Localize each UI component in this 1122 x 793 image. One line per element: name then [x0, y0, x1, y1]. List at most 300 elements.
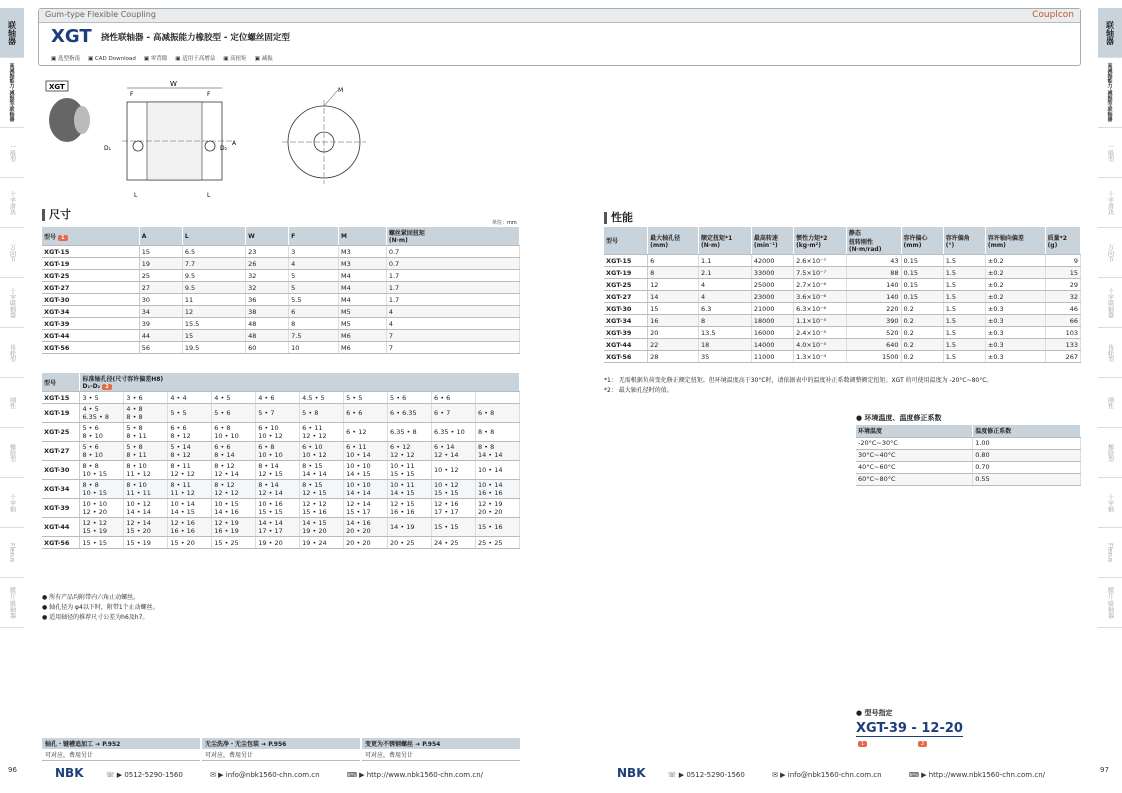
svg-text:M: M: [338, 87, 344, 94]
side-tab: Flexus: [0, 528, 24, 578]
cell: M3: [338, 258, 386, 270]
side-tab: 齿轮型: [1098, 328, 1122, 378]
svg-text:D₂: D₂: [220, 145, 228, 152]
cell: 36: [246, 294, 289, 306]
perf-header: 最大轴孔径 (mm): [648, 227, 699, 255]
side-tab: 膜片·联轴器: [1098, 578, 1122, 628]
side-tab: 十字轴: [1098, 478, 1122, 528]
cell: ±0.3: [985, 327, 1045, 339]
cell: 1.1: [699, 255, 752, 267]
cell: XGT-15: [42, 246, 139, 258]
cell: 6 • 14 12 • 14: [432, 442, 476, 461]
dim-header: M: [338, 227, 386, 246]
cell: 14 • 16 20 • 20: [344, 518, 388, 537]
table-row: [42, 537, 520, 549]
cell: 3.6×10⁻⁶: [794, 291, 847, 303]
cell: 0.7: [386, 258, 519, 270]
note: ● 轴孔径为 φ4以下时，附带1个止动螺丝。: [42, 604, 159, 611]
table-row: [604, 327, 1081, 339]
cell: 0.15: [901, 279, 943, 291]
cell: 12 • 16 16 • 16: [168, 518, 212, 537]
cell: 6 • 11 12 • 12: [300, 423, 344, 442]
web-icon: ⌨ ▶: [346, 771, 367, 779]
cell: XGT-25: [604, 279, 648, 291]
cell: 34: [139, 306, 182, 318]
table-row: [604, 315, 1081, 327]
option-title: 无尘洗净・无尘包装 ➜ P.956: [202, 738, 360, 749]
cell: 3 • 5: [80, 392, 124, 404]
dim-W: W: [170, 80, 177, 88]
cell: M4: [338, 270, 386, 282]
cell: 12: [182, 306, 245, 318]
option-sub: 可对应，费用另计: [202, 749, 360, 761]
cell: 46: [1045, 303, 1080, 315]
cell: 5.5: [289, 294, 339, 306]
cell: 15: [648, 303, 699, 315]
footer-logo-right: NBK: [617, 766, 646, 780]
cell: 60°C~80°C: [856, 473, 973, 485]
cell: 10 • 12 15 • 15: [432, 480, 476, 499]
phone-icon-right: ☏ ▶: [667, 771, 687, 779]
cell: 15 • 20: [168, 537, 212, 549]
side-tab: 刚性: [1098, 378, 1122, 428]
phone-icon: ☏ ▶: [105, 771, 125, 779]
cell: 5 • 6 8 • 10: [80, 423, 124, 442]
cell: 14000: [751, 339, 793, 351]
cell: 28: [648, 351, 699, 363]
table-row: [856, 473, 1081, 485]
cell: 15: [182, 330, 245, 342]
cell: M5: [338, 318, 386, 330]
cell: XGT-15: [42, 392, 80, 404]
cell: 4: [699, 291, 752, 303]
cell: 2.7×10⁻⁶: [794, 279, 847, 291]
svg-text:A: A: [232, 140, 237, 147]
feature-icon: ▣ 高扭矩: [223, 56, 247, 62]
cell: XGT-30: [42, 461, 80, 480]
dim-header: A: [139, 227, 182, 246]
option-title: 轴孔・键槽追加工 ➜ P.952: [42, 738, 200, 749]
cell: 25000: [751, 279, 793, 291]
cell: 14 • 19: [388, 518, 432, 537]
cell: 2.4×10⁻⁵: [794, 327, 847, 339]
cell: 21000: [751, 303, 793, 315]
feature-icon: ▣ 选型指南: [51, 56, 80, 62]
option-sub: 可对应，费用另计: [42, 749, 200, 761]
cell: ±0.2: [985, 279, 1045, 291]
cell: 2.1: [699, 267, 752, 279]
footer-web[interactable]: http://www.nbk1560-chn.com.cn/: [366, 771, 483, 779]
cell: 44: [139, 330, 182, 342]
side-tab: 齿轮型: [0, 328, 24, 378]
cell: 6.5: [182, 246, 245, 258]
option-box: [42, 738, 200, 761]
cell: 8 • 8: [475, 423, 519, 442]
perf-header: 额定扭矩*1 (N·m): [699, 227, 752, 255]
cell: XGT-34: [42, 480, 80, 499]
cell: 4: [386, 318, 519, 330]
side-tab: 联轴器: [0, 8, 24, 58]
table-row: [604, 303, 1081, 315]
cell: 8 • 14 12 • 14: [256, 480, 300, 499]
table-row: [42, 330, 520, 342]
cell: M5: [338, 306, 386, 318]
cell: 15 • 15: [432, 518, 476, 537]
cell: 48: [246, 318, 289, 330]
cell: XGT-27: [604, 291, 648, 303]
feature-icon: ▣ CAD Download: [87, 56, 136, 62]
side-tab: 十字滑块: [1098, 178, 1122, 228]
cell: 26: [246, 258, 289, 270]
cell: 6: [289, 306, 339, 318]
cell: XGT-34: [42, 306, 139, 318]
cell: XGT-56: [42, 537, 80, 549]
cell: 4.5 • 5: [300, 392, 344, 404]
table-row: [42, 246, 520, 258]
web-icon-right: ⌨ ▶: [908, 771, 929, 779]
side-tab: 联轴器: [1098, 8, 1122, 58]
cell: 14: [648, 291, 699, 303]
cell: 6 • 10 10 • 12: [300, 442, 344, 461]
perf-header: 容许轴向偏差 (mm): [985, 227, 1045, 255]
cell: 140: [846, 279, 901, 291]
cell: 20 • 25: [388, 537, 432, 549]
cell: 3: [289, 246, 339, 258]
cell: 30°C~40°C: [856, 449, 973, 461]
cell: 0.15: [901, 291, 943, 303]
table-row: [42, 270, 520, 282]
cell: 5 • 14 8 • 12: [168, 442, 212, 461]
svg-text:L: L: [134, 192, 138, 199]
cell: 18000: [751, 315, 793, 327]
cell: 1.5: [943, 339, 985, 351]
cell: 4 • 5: [212, 392, 256, 404]
cell: 10: [289, 342, 339, 354]
cell: ±0.3: [985, 315, 1045, 327]
svg-text:F: F: [130, 91, 134, 98]
cell: 12 • 14 15 • 17: [344, 499, 388, 518]
cell: 14 • 15 19 • 20: [300, 518, 344, 537]
cell: 640: [846, 339, 901, 351]
cell: 0.2: [901, 327, 943, 339]
cell: 8 • 11 11 • 12: [168, 480, 212, 499]
dim-header: 螺丝紧固扭矩 (N·m): [386, 227, 519, 246]
cell: XGT-39: [42, 499, 80, 518]
order-code: XGT-39 - 12-20: [856, 721, 963, 736]
page-header: [38, 8, 1081, 66]
cell: 6.3: [699, 303, 752, 315]
table-row: [604, 279, 1081, 291]
page-number-left: 96: [8, 766, 17, 774]
dim-header: W: [246, 227, 289, 246]
cell: 1.7: [386, 270, 519, 282]
cell: 5 • 5: [168, 404, 212, 423]
cell: 8 • 12 12 • 14: [212, 461, 256, 480]
cell: 12: [648, 279, 699, 291]
perf-header: 型号: [604, 227, 648, 255]
cell: 6 • 6.35: [388, 404, 432, 423]
side-tab: 膜片·联轴器: [0, 578, 24, 628]
footer-left: [55, 766, 483, 780]
cell: 10 • 14 16 • 16: [475, 480, 519, 499]
side-tab: 橡胶型: [0, 428, 24, 478]
cell: XGT-30: [604, 303, 648, 315]
cell: -20°C~30°C: [856, 437, 973, 449]
cell: 1.7: [386, 294, 519, 306]
cell: 7.5: [289, 330, 339, 342]
drawing-svg: [42, 80, 392, 205]
cell: 25: [139, 270, 182, 282]
cell: 5 • 6: [212, 404, 256, 423]
cell: 1.3×10⁻⁴: [794, 351, 847, 363]
feature-icon: ▣ 减振: [254, 56, 273, 62]
cell: 4: [699, 279, 752, 291]
cell: 10 • 16 15 • 15: [256, 499, 300, 518]
cell: XGT-25: [42, 423, 80, 442]
cell: 25 • 25: [475, 537, 519, 549]
cell: XGT-19: [42, 258, 139, 270]
cell: 6 • 8 10 • 10: [256, 442, 300, 461]
cell: M4: [338, 294, 386, 306]
mail-icon: ✉ ▶: [210, 771, 226, 779]
cell: M4: [338, 282, 386, 294]
cell: 7.7: [182, 258, 245, 270]
page-number-right: 97: [1100, 766, 1109, 774]
cell: 0.15: [901, 255, 943, 267]
cell: 520: [846, 327, 901, 339]
cell: 6 • 12 12 • 12: [388, 442, 432, 461]
cell: 6.35 • 10: [432, 423, 476, 442]
table-row: [42, 392, 520, 404]
cell: 23: [246, 246, 289, 258]
footer-email[interactable]: info@nbk1560-chn.com.cn: [225, 771, 320, 779]
temp-table: [856, 425, 1081, 486]
cell: 5: [289, 270, 339, 282]
performance-title: 性能: [604, 212, 633, 224]
cell: 6 • 6 8 • 12: [168, 423, 212, 442]
cell: 35: [699, 351, 752, 363]
cell: 6.35 • 8: [388, 423, 432, 442]
left-side-tabs: [0, 8, 24, 776]
side-tab: 十字联轴器: [0, 278, 24, 328]
cell: 19 • 20: [256, 537, 300, 549]
cell: 20 • 20: [344, 537, 388, 549]
cell: 19.5: [182, 342, 245, 354]
cell: 16: [648, 315, 699, 327]
cell: 390: [846, 315, 901, 327]
option-boxes: [42, 738, 520, 761]
cell: XGT-19: [42, 404, 80, 423]
cell: XGT-44: [42, 330, 139, 342]
cell: XGT-39: [42, 318, 139, 330]
table-row: [42, 442, 520, 461]
cell: 1.1×10⁻⁵: [794, 315, 847, 327]
cell: 1.00: [973, 437, 1081, 449]
cell: 20: [648, 327, 699, 339]
cell: 8: [648, 267, 699, 279]
cell: 8 • 14 12 • 15: [256, 461, 300, 480]
cell: 5 • 8: [300, 404, 344, 423]
cell: 12 • 12 15 • 19: [80, 518, 124, 537]
cell: 6 • 10 10 • 12: [256, 423, 300, 442]
right-side-tabs: [1098, 8, 1122, 776]
cell: 8 • 8 14 • 14: [475, 442, 519, 461]
side-tab: 万向节: [0, 228, 24, 278]
dim-header: 型号 1: [42, 227, 139, 246]
table-row: [42, 318, 520, 330]
table-row: [42, 258, 520, 270]
cell: 12 • 19 20 • 20: [475, 499, 519, 518]
feature-icon: ▣ 零背隙: [143, 56, 168, 62]
cell: 6: [648, 255, 699, 267]
coupling-drawing: [42, 80, 392, 205]
cell: 15: [139, 246, 182, 258]
footer-web-right[interactable]: http://www.nbk1560-chn.com.cn/: [928, 771, 1045, 779]
performance-table: [604, 227, 1081, 363]
cell: XGT-56: [42, 342, 139, 354]
cell: ±0.3: [985, 339, 1045, 351]
note: ● 所有产品均附带内六角止动螺丝。: [42, 594, 140, 601]
cell: 4 • 5 6.35 • 8: [80, 404, 124, 423]
side-tab: 高减振能力·减振型·联轴器: [0, 58, 24, 128]
cell: XGT-30: [42, 294, 139, 306]
cell: 6 • 12: [344, 423, 388, 442]
temp-title: ● 环境温度、温度修正系数: [856, 414, 942, 422]
cell: 4.0×10⁻⁵: [794, 339, 847, 351]
cell: XGT-39: [604, 327, 648, 339]
cell: M6: [338, 342, 386, 354]
cell: 5 • 7: [256, 404, 300, 423]
cell: 6.3×10⁻⁶: [794, 303, 847, 315]
cell: 1.5: [943, 351, 985, 363]
cell: 39: [139, 318, 182, 330]
side-tab: 橡胶型: [1098, 428, 1122, 478]
table-row: [42, 306, 520, 318]
cell: 19 • 24: [300, 537, 344, 549]
bore-table: [42, 373, 520, 549]
svg-text:L: L: [207, 192, 211, 199]
cell: XGT-44: [42, 518, 80, 537]
table-row: [604, 351, 1081, 363]
note: ● 适用轴径的推荐尺寸公差为h6及h7。: [42, 614, 149, 621]
performance-notes: [604, 376, 992, 396]
perf-header: 容许偏心 (mm): [901, 227, 943, 255]
table-row: [856, 461, 1081, 473]
table-row: [42, 499, 520, 518]
table-row: [604, 255, 1081, 267]
cell: 23000: [751, 291, 793, 303]
cell: 8 • 12 12 • 12: [212, 480, 256, 499]
side-tab: 刚性: [0, 378, 24, 428]
cell: 8 • 15 14 • 14: [300, 461, 344, 480]
cell: 11: [182, 294, 245, 306]
cell: 10 • 11 15 • 15: [388, 461, 432, 480]
cell: 43: [846, 255, 901, 267]
perf-header: 质量*2 (g): [1045, 227, 1080, 255]
cell: 5 • 5: [344, 392, 388, 404]
cell: 12 • 12 15 • 16: [300, 499, 344, 518]
cell: 1.5: [943, 291, 985, 303]
cell: 6 • 8: [475, 404, 519, 423]
brand-logo: Couplcon: [1032, 10, 1074, 20]
cell: 14 • 14 17 • 17: [256, 518, 300, 537]
cell: 9.5: [182, 282, 245, 294]
cell: 4: [289, 258, 339, 270]
cell: 8: [699, 315, 752, 327]
svg-text:F: F: [207, 91, 211, 98]
cell: XGT-44: [604, 339, 648, 351]
cell: 6 • 11 10 • 14: [344, 442, 388, 461]
cell: 12 • 14 15 • 20: [124, 518, 168, 537]
cell: 29: [1045, 279, 1080, 291]
cell: 5 • 8 8 • 11: [124, 423, 168, 442]
table-row: [42, 404, 520, 423]
cell: ±0.3: [985, 351, 1045, 363]
cell: 5 • 8 8 • 11: [124, 442, 168, 461]
cell: 0.80: [973, 449, 1081, 461]
cell: 4 • 8 8 • 8: [124, 404, 168, 423]
cell: 9.5: [182, 270, 245, 282]
cell: 15 • 15: [80, 537, 124, 549]
cell: 22: [648, 339, 699, 351]
cell: 10 • 14 14 • 15: [168, 499, 212, 518]
feature-icon: ▣ 适用于高增益: [175, 56, 216, 62]
cell: 6 • 6 8 • 14: [212, 442, 256, 461]
cell: ±0.3: [985, 303, 1045, 315]
cell: 0.2: [901, 339, 943, 351]
cell: 88: [846, 267, 901, 279]
table-row: [42, 461, 520, 480]
cell: 10 • 15 14 • 16: [212, 499, 256, 518]
footer-phone-right: 0512-5290-1560: [686, 771, 745, 779]
table-row: [604, 267, 1081, 279]
cell: 5 • 6: [388, 392, 432, 404]
cell: 4 • 4: [168, 392, 212, 404]
cell: 56: [139, 342, 182, 354]
cell: 1.7: [386, 282, 519, 294]
model-subtitle: 挠性联轴器 - 高减振能力橡胶型 - 定位螺丝固定型: [101, 33, 290, 43]
cell: 9: [1045, 255, 1080, 267]
note: *1： 无需根据负荷变化修正额定扭矩。但环境温度高于30°C时，请依据表中的温度补正系数调整额定扭矩。XGT 的可使用温度为 -20°C~80°C。: [604, 377, 993, 384]
cell: 19: [139, 258, 182, 270]
cell: 7: [386, 330, 519, 342]
cell: XGT-15: [604, 255, 648, 267]
header-band: Gum-type Flexible Coupling: [39, 9, 1080, 23]
cell: XGT-27: [42, 442, 80, 461]
cell: 8 • 15 12 • 15: [300, 480, 344, 499]
cell: 5: [289, 282, 339, 294]
feature-icons: [51, 54, 281, 62]
cell: 220: [846, 303, 901, 315]
option-box: [362, 738, 520, 761]
cell: 0.7: [386, 246, 519, 258]
cell: 15: [1045, 267, 1080, 279]
cell: 0.2: [901, 303, 943, 315]
cell: 3 • 6: [124, 392, 168, 404]
cell: 18: [699, 339, 752, 351]
side-tab: 高减振能力·减振型·联轴器: [1098, 58, 1122, 128]
bore-header-model: 型号: [42, 373, 80, 392]
left-notes: [42, 593, 159, 623]
side-tab: 十字联轴器: [1098, 278, 1122, 328]
cell: 11000: [751, 351, 793, 363]
footer-email-right[interactable]: info@nbk1560-chn.com.cn: [787, 771, 882, 779]
cell: 66: [1045, 315, 1080, 327]
temp-header: 环境温度: [856, 425, 973, 437]
table-row: [42, 294, 520, 306]
dim-header: F: [289, 227, 339, 246]
side-tab: 一般型: [1098, 128, 1122, 178]
